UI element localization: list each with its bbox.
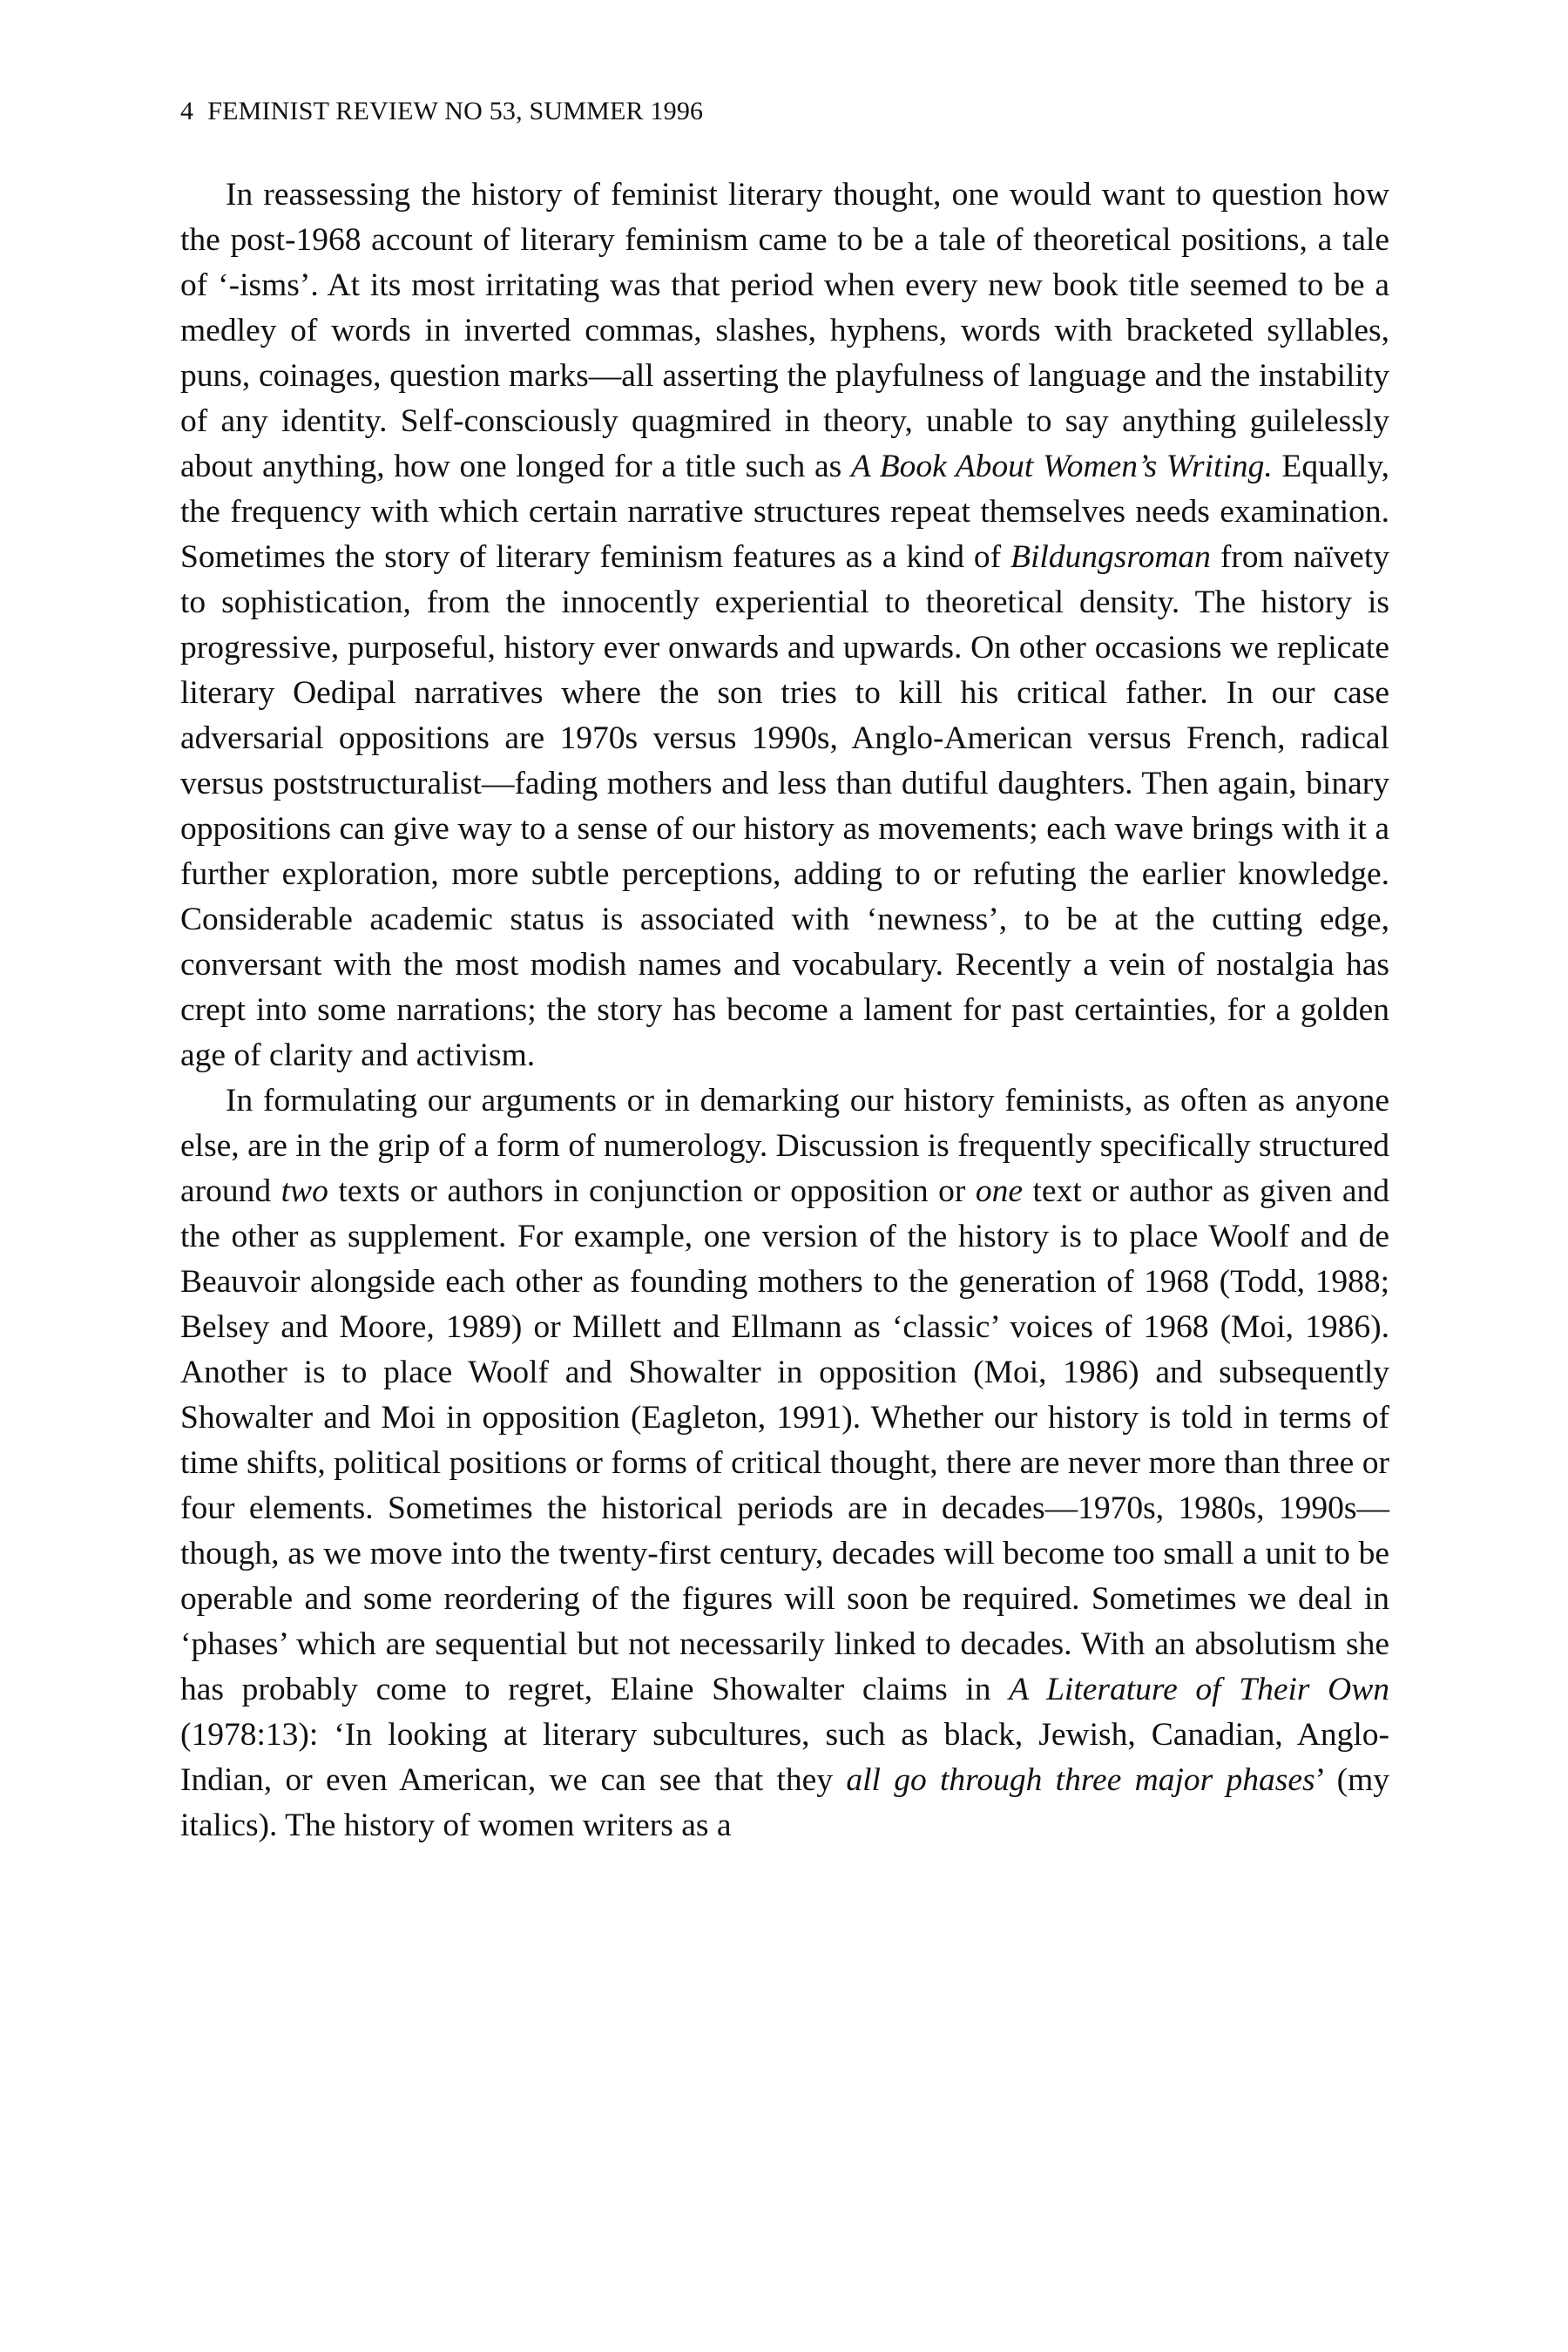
italic-term: Bildungsroman	[1010, 539, 1211, 575]
italic-title: A Literature of Their Own	[1009, 1672, 1389, 1707]
italic-emphasis: all go through three major phases	[846, 1762, 1315, 1798]
italic-title: A Book About Women’s Writing.	[850, 449, 1273, 484]
paragraph	[180, 172, 1389, 1078]
text-run: text or author as given and the other as supplement. For example, one version of the history is to place Woolf and de Beauvoir alongside each other as founding mothers to the generation of 1968 (Todd, 1988; Belsey and Moore, 1989) or Millett and Ellmann as ‘classic’ voices of 1968 (Moi, 1986). Another is to place Woolf and Showalter in opposition (Moi, 1986) and subsequently Showalter and Moi in opposition (Eagleton, 1991). Whether our history is told in terms of time shifts, political positions or forms of critical thought, there are never more than three or four elements. Sometimes the historical periods are in decades—1970s, 1980s, 1990s—though, as we move into the twenty-first century, decades will become too small a unit to be operable and some reordering of the figures will soon be required. Sometimes we deal in ‘phases’ which are sequential but not necessarily linked to decades. With an absolutism she has probably come to regret, Elaine Showalter claims in	[180, 1173, 1389, 1707]
running-title: FEMINIST REVIEW NO 53, SUMMER 1996	[207, 97, 704, 125]
text-run: from naïvety to sophistication, from the innocently experiential to theoretical density. The history is progressive, purposeful, history ever onwards and upwards. On other occasions we replicate literary Oedipal narratives where the son tries to kill his critical father. In our case adversarial oppositions are 1970s versus 1990s, Anglo-American versus French, radical versus poststructuralist—fading mothers and less than dutiful daughters. Then again, binary oppositions can give way to a sense of our history as movements; each wave brings with it a further exploration, more subtle perceptions, adding to or refuting the earlier knowledge. Considerable academic status is associated with ‘newness’, to be at the cutting edge, conversant with the most modish names and vocabulary. Recently a vein of nostalgia has crept into some narrations; the story has become a lament for past certainties, for a golden age of clarity and activism.	[180, 539, 1389, 1073]
text-run: Equally, the frequency with which certain narrative structures repeat themselves needs examination. Sometimes the story of literary feminism features as a kind of	[180, 449, 1390, 575]
body-text	[180, 172, 1389, 1848]
italic-emphasis: two	[280, 1173, 328, 1209]
text-run: In formulating our arguments or in demarking our history feminists, as often as anyone else, are in the grip of a form of numerology. Discussion is frequently specifically structured around	[180, 1083, 1389, 1209]
text-run: In reassessing the history of feminist literary thought, one would want to question how the post-1968 account of literary feminism came to be a tale of theoretical positions, a tale of ‘-isms’. At its most irritating was that period when every new book title seemed to be a medley of words in inverted commas, slashes, hyphens, words with bracketed syllables, puns, coinages, question marks—all asserting the playfulness of language and the instability of any identity. Self-consciously quagmired in theory, unable to say anything guilelessly about anything, how one longed for a title such as	[180, 177, 1389, 484]
page-number: 4	[180, 97, 194, 125]
running-head	[180, 94, 703, 129]
text-run: texts or authors in conjunction or opposition or	[328, 1173, 976, 1209]
italic-emphasis: one	[975, 1173, 1024, 1209]
text-run: ’ (my italics). The history of women writers as a	[180, 1762, 1389, 1843]
text-run: (1978:13): ‘In looking at literary subcultures, such as black, Jewish, Canadian, Anglo-Indian, or even American, we can see that they	[180, 1717, 1389, 1798]
paragraph	[180, 1078, 1389, 1848]
